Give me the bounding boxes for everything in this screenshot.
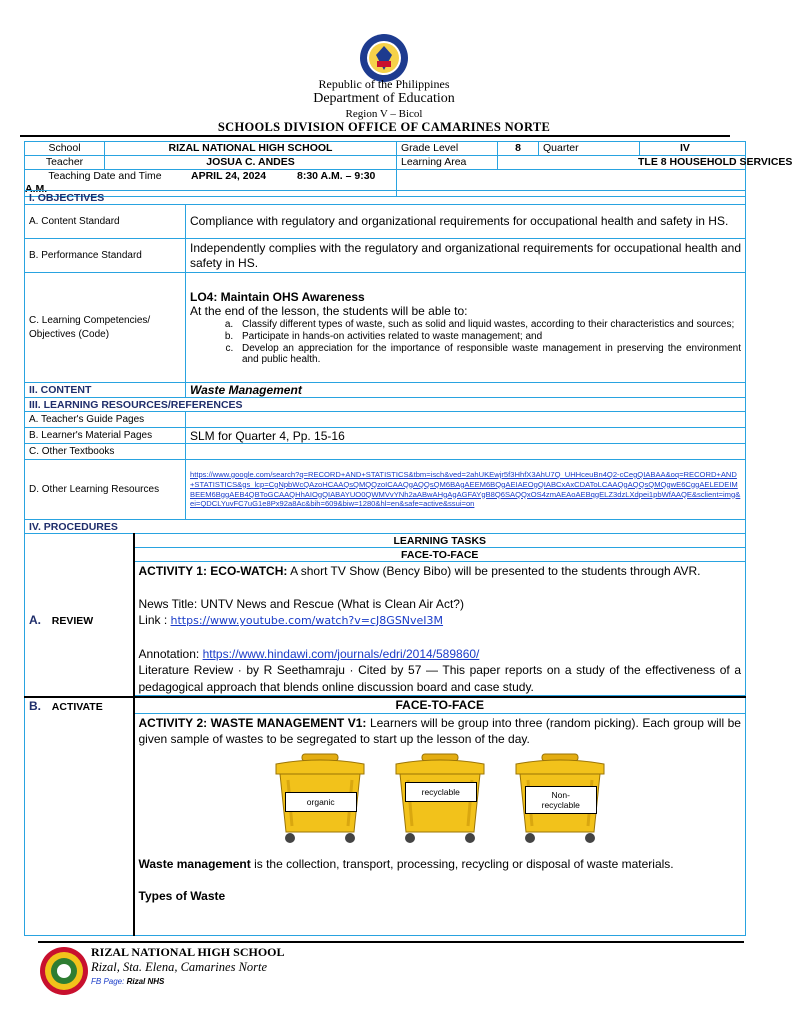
teacher-value: JOSUA C. ANDES [105,156,397,170]
content-standard-value: Compliance with regulatory and organizational requirements for occupational health and safety in HS. [186,205,746,239]
header-republic: Republic of the Philippines [318,77,450,91]
activity1-text: A short TV Show (Bency Bibo) will be presented to the students through AVR. [287,564,701,578]
time-value: 8:30 A.M. – 9:30 A.M. [25,170,376,195]
footer-fb-page [91,977,164,986]
footer-rule [38,941,744,943]
other-textbooks-value [186,444,746,460]
objective-item: c. Develop an appreciation for the importance of responsible waste management in preserving the environment and public health. [236,343,741,366]
learning-tasks-heading: LEARNING TASKS [134,534,746,548]
competencies-label: C. Learning Competencies/ Objectives (Code) [25,273,186,383]
link-line [139,612,742,630]
fb-label: FB Page: [91,977,127,986]
news-title: News Title: UNTV News and Rescue (What is Clean Air Act?) [138,596,464,611]
school-label: School [25,142,105,156]
wm-definition: is the collection, transport, processing, recycling or disposal of waste materials. [250,856,674,871]
link-label: Link : [138,613,171,627]
grade-value: 8 [498,142,539,156]
lesson-plan-table [24,190,746,936]
annotation-label: Annotation: [138,646,203,661]
footer-school-name: RIZAL NATIONAL HIGH SCHOOL [91,945,285,959]
tg-label: A. Teacher's Guide Pages [25,412,186,428]
activity1 [139,563,742,580]
lm-label: B. Learner's Material Pages [25,428,186,444]
objective-item: b. Participate in hands-on activities related to waste management; and [236,331,741,343]
youtube-link[interactable]: https://www.youtube.com/watch?v=cJ8GSNveI3M [170,614,444,627]
wm-term: Waste management [138,856,251,871]
performance-standard-value: Independently complies with the regulatory and organizational requirements for occupational health and safety in HS. [186,239,746,273]
lo-intro: At the end of the lesson, the students will be able to: [190,304,468,319]
recyclable-bin [384,752,496,846]
fb-page-name[interactable]: Rizal NHS [126,977,165,986]
types-of-waste-heading: Types of Waste [138,889,226,903]
grade-label: Grade Level [397,142,498,156]
organic-bin [264,752,376,846]
face-to-face-heading: FACE-TO-FACE [134,548,746,562]
info-table [24,141,792,197]
literature-review: Literature Review · by R Seethamraju · Cited by 57 — This paper reports on a study of the effectiveness of a pedagogical approach that blends online discussion board and case study. [138,663,741,694]
activate-label: ACTIVATE [51,701,103,713]
organic-label: organic [285,792,357,812]
waste-management-definition [139,856,742,873]
area-value: TLE 8 HOUSEHOLD SERVICES [498,156,746,170]
objective-item: a. Classify different types of waste, such as solid and liquid wastes, according to their characteristics and sources; [236,319,741,331]
objectives-heading: I. OBJECTIVES [25,191,746,205]
procedures-heading: IV. PROCEDURES [25,520,746,534]
quarter-value: IV [640,142,746,156]
lm-value: SLM for Quarter 4, Pp. 15-16 [186,428,746,444]
area-label: Learning Area [397,156,498,170]
other-resources-label: D. Other Learning Resources [25,460,186,520]
content-heading: II. CONTENT [25,383,186,398]
date-value: APRIL 24, 2024 [191,170,267,182]
review-cell [25,534,134,698]
lo-title: LO4: Maintain OHS Awareness [190,290,365,305]
waste-bins-illustration [139,752,742,846]
school-value: RIZAL NATIONAL HIGH SCHOOL [105,142,397,156]
performance-standard-label: B. Performance Standard [25,239,186,273]
other-resources-link[interactable]: https://www.google.com/search?q=RECORD+AND+STATISTICS&tbm=isch&ved=2ahUKEwjr5f3HhfX3AhU7Q_UHHceuBn4Q2-cCegQIABAA&oq=RECORD+AND+STATISTICS&gs_lcp=CgNpbWcQAzoHCAAQsQMQQzoICAAQgAQQsQM6BAgAEEM6BQgAEIAEOgQIABCxAxCDAToLCAAQgAQQsQMQgwE6CggAELEDEIMBEEM6BggAEB4QBToGCAAQHhAIOgQIABAYUO0QWMVvYNh2aABwAHgAgAGFAYgB8Q6SAQQxOS4zmAEAoAEBqgELZ3dzLXdpei1pbWfAAQE&sclient=img&ei=QDCLYuvFC7uG1e8Px92a8Ac&bih=609&biw=1280&hl=en&safe=active&ssui=on [186,460,746,520]
activate-letter: B. [29,699,41,713]
activity1-title: ACTIVITY 1: ECO-WATCH: [138,564,288,578]
resources-heading: III. LEARNING RESOURCES/REFERENCES [25,398,746,412]
header-rule [20,135,730,137]
teacher-label: Teacher [25,156,105,170]
school-logo [39,946,89,996]
activate-face-to-face: FACE-TO-FACE [134,697,746,713]
content-standard-label: A. Content Standard [25,205,186,239]
hindawi-link[interactable]: https://www.hindawi.com/journals/edri/2014/589860/ [202,646,480,661]
header-region: Region V – Bicol [345,108,423,120]
recyclable-label: recyclable [405,782,477,802]
other-textbooks-label: C. Other Textbooks [25,444,186,460]
header-department: Department of Education [313,91,455,106]
objective-list [190,319,741,365]
deped-seal-logo [359,33,409,83]
review-letter: A. [29,613,41,627]
review-label: REVIEW [51,615,94,627]
activity2-title: ACTIVITY 2: WASTE MANAGEMENT V1: [138,715,367,730]
quarter-label: Quarter [539,142,640,156]
tg-value [186,412,746,428]
annotation-line [139,646,742,663]
activity2-text: Learners will be group into three (random picking). Each group will be given sample of wastes to be segregated to start up the lesson of the day. [138,715,741,746]
non-recyclable-bin [504,752,616,846]
date-label: Teaching Date and Time [48,170,162,182]
footer-address: Rizal, Sta. Elena, Camarines Norte [91,960,268,974]
non-recyclable-label: Non- recyclable [525,786,597,814]
content-value: Waste Management [186,383,746,398]
activate-cell [25,697,134,935]
activity2 [139,715,742,748]
header-division: SCHOOLS DIVISION OFFICE OF CAMARINES NORTE [217,120,551,134]
